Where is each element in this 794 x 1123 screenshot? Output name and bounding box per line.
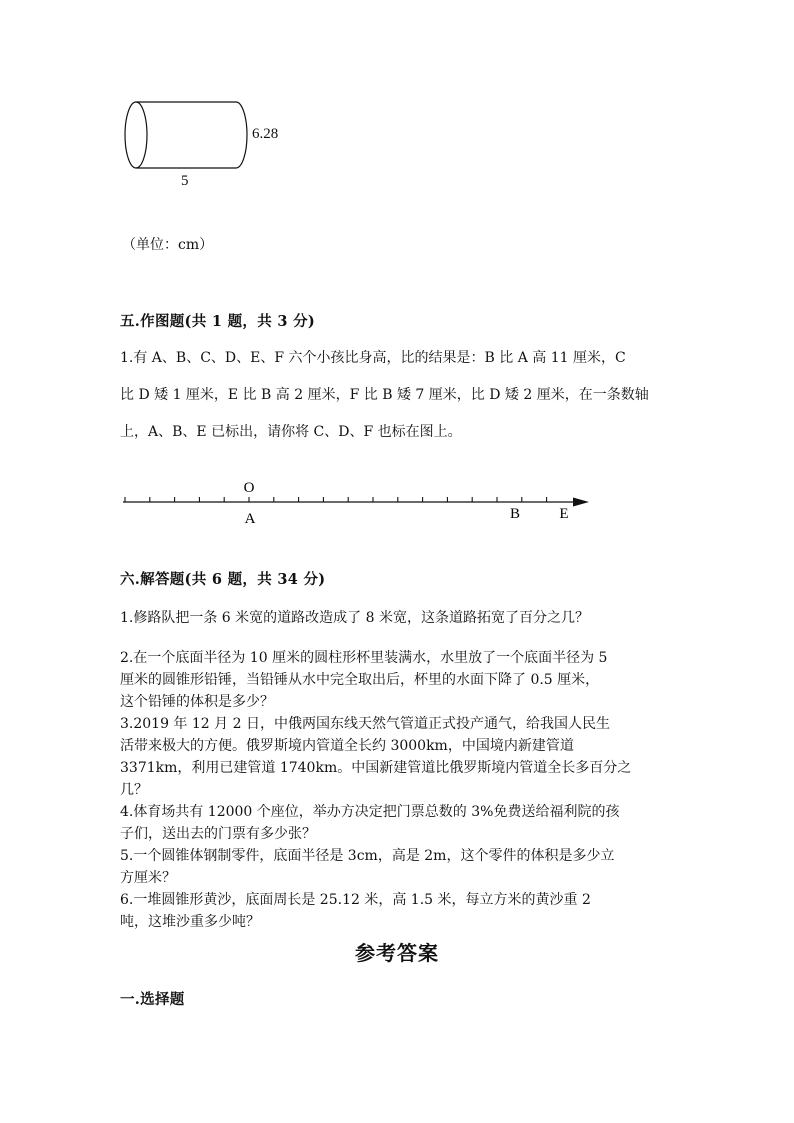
section5-question — [120, 340, 680, 451]
cylinder-height-label: 6.28 — [252, 126, 279, 142]
cylinder-figure — [118, 96, 298, 196]
number-line — [115, 474, 605, 530]
question-line: 厘米的圆锥形铅锤，当铅锤从水中完全取出后，杯里的水面下降了 0.5 厘米， — [120, 672, 600, 688]
question-line: 活带来极大的方便。俄罗斯境内管道全长约 3000km，中国境内新建管道 — [120, 738, 574, 754]
questions-block — [120, 647, 631, 933]
question-line: 比 D 矮 1 厘米，E 比 B 高 2 厘米，F 比 B 矮 7 厘米，比 D 矮 2 厘米，在一条数轴 — [120, 387, 649, 403]
question-line: 这个铅锤的体积是多少？ — [120, 694, 274, 710]
question-line: 2.在一个底面半径为 10 厘米的圆柱形杯里装满水，水里放了一个底面半径为 5 — [120, 650, 608, 666]
section6-heading: 六.解答题(共 6 题，共 34 分) — [120, 571, 326, 588]
question-line: 上，A、B、E 已标出，请你将 C、D、F 也标在图上。 — [120, 424, 462, 440]
point-e-label: E — [559, 506, 569, 522]
question-line: 4.体育场共有 12000 个座位，举办方决定把门票总数的 3%免费送给福利院的孩 — [120, 804, 620, 820]
point-b-label: B — [509, 506, 521, 522]
origin-label: O — [243, 480, 255, 496]
answers-section1-heading: 一.选择题 — [120, 991, 185, 1008]
question-line: 方厘米？ — [120, 870, 176, 886]
number-line-arrow — [573, 498, 589, 507]
question-1: 1.修路队把一条 6 米宽的道路改造成了 8 米宽，这条道路拓宽了百分之几？ — [120, 610, 589, 626]
answers-title: 参考答案 — [355, 941, 439, 965]
question-line: 3371km，利用已建管道 1740km。中国新建管道比俄罗斯境内管道全长多百分之 — [120, 760, 632, 776]
question-line: 吨，这堆沙重多少吨？ — [120, 914, 260, 930]
point-a-label: A — [244, 511, 256, 527]
number-line-ticks — [125, 497, 547, 502]
question-line: 几？ — [120, 782, 148, 798]
question-line: 子们，送出去的门票有多少张？ — [120, 826, 316, 842]
section5-heading: 五.作图题(共 1 题，共 3 分) — [120, 313, 316, 330]
cylinder-length-label: 5 — [181, 173, 189, 189]
unit-note: （单位：cm） — [122, 237, 214, 253]
question-line: 3.2019 年 12 月 2 日，中俄两国东线天然气管道正式投产通气，给我国人民生 — [120, 716, 610, 732]
question-line: 5.一个圆锥体钢制零件，底面半径是 3cm，高是 2m，这个零件的体积是多少立 — [120, 848, 615, 864]
question-line: 1.有 A、B、C、D、E、F 六个小孩比身高，比的结果是：B 比 A 高 11 厘米，C — [120, 350, 626, 366]
question-line: 6.一堆圆锥形黄沙，底面周长是 25.12 米，高 1.5 米，每立方米的黄沙重 2 — [120, 892, 591, 908]
